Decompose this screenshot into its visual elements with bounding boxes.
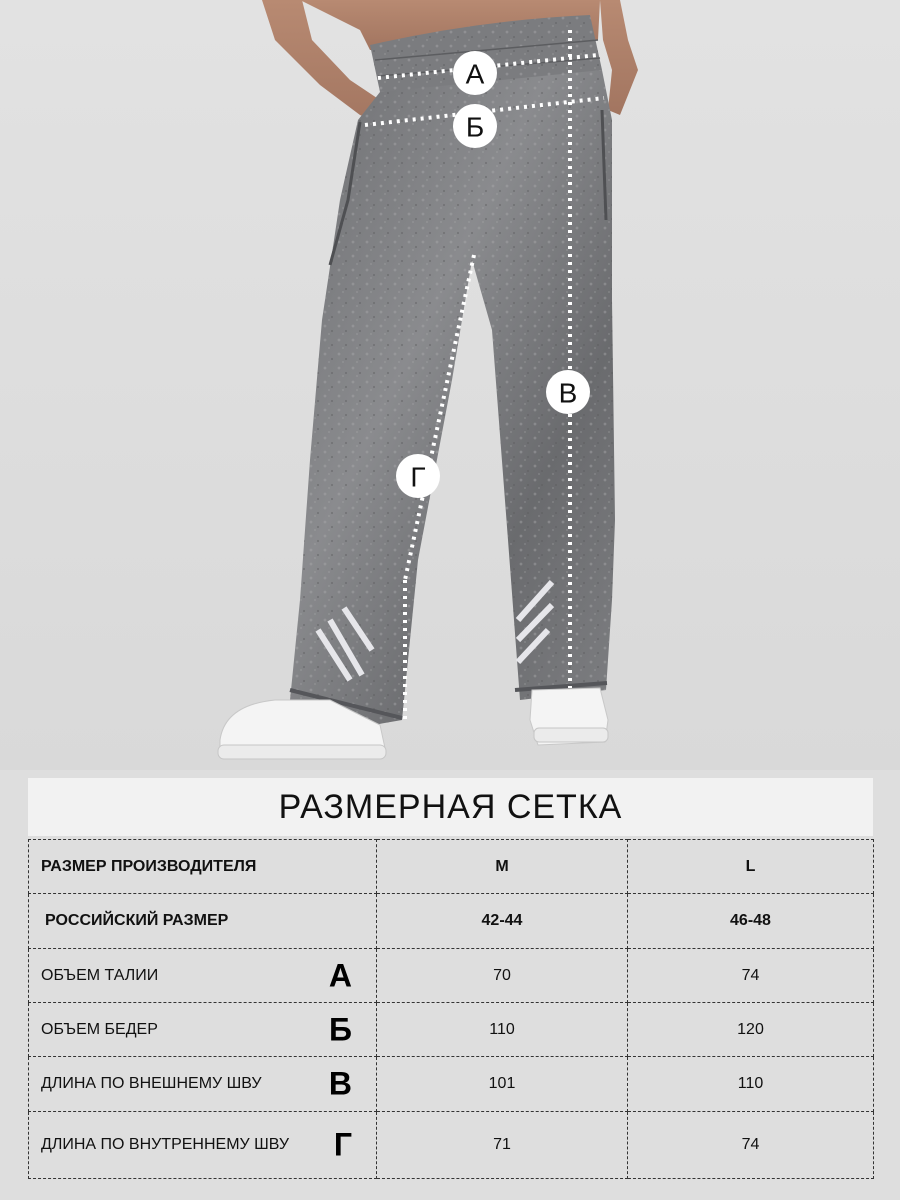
size-l-cell: 74 bbox=[628, 1112, 874, 1179]
row-label: РОССИЙСКИЙ РАЗМЕР bbox=[29, 894, 377, 949]
svg-text:Г: Г bbox=[410, 461, 426, 493]
table-row bbox=[29, 894, 874, 949]
row-label: ДЛИНА ПО ВНЕШНЕМУ ШВУ bbox=[41, 1075, 262, 1092]
row-label: ОБЪЕМ БЕДЕР bbox=[41, 1020, 158, 1038]
size-m-cell: M bbox=[377, 840, 628, 894]
row-label-cell bbox=[29, 1003, 377, 1057]
svg-text:В: В bbox=[558, 377, 578, 409]
size-l-cell: 46-48 bbox=[628, 894, 874, 949]
svg-text:Б: Б bbox=[465, 111, 485, 143]
size-m-cell: 70 bbox=[377, 949, 628, 1003]
size-l-cell: L bbox=[628, 840, 874, 894]
size-l-cell: 74 bbox=[628, 949, 874, 1003]
size-m-cell: 71 bbox=[377, 1112, 628, 1179]
measure-badge-a bbox=[453, 51, 497, 95]
size-l-cell: 110 bbox=[628, 1057, 874, 1112]
measure-letter: А bbox=[328, 957, 352, 993]
measure-letter: В bbox=[328, 1065, 352, 1102]
measure-badge-g bbox=[396, 454, 440, 498]
measure-badge-v bbox=[546, 370, 590, 414]
row-label: РАЗМЕР ПРОИЗВОДИТЕЛЯ bbox=[29, 840, 377, 894]
measure-badge-b bbox=[453, 104, 497, 148]
row-label-cell bbox=[29, 1057, 377, 1112]
table-row bbox=[29, 840, 874, 894]
size-m-cell: 101 bbox=[377, 1057, 628, 1112]
row-label-cell bbox=[29, 949, 377, 1003]
row-label-cell bbox=[29, 1112, 377, 1179]
row-label: ДЛИНА ПО ВНУТРЕННЕМУ ШВУ bbox=[41, 1136, 290, 1153]
measure-letter: Г bbox=[333, 1126, 352, 1163]
size-chart-table bbox=[28, 839, 874, 1179]
measure-letter: Б bbox=[329, 1011, 352, 1047]
size-m-cell: 42-44 bbox=[377, 894, 628, 949]
svg-text:А: А bbox=[465, 58, 485, 90]
size-m-cell: 110 bbox=[377, 1003, 628, 1057]
size-chart-header bbox=[28, 778, 873, 836]
size-chart-title: РАЗМЕРНАЯ СЕТКА bbox=[278, 787, 623, 826]
table-row bbox=[29, 949, 874, 1003]
row-label: ОБЪЕМ ТАЛИИ bbox=[41, 966, 159, 984]
table-row bbox=[29, 1057, 874, 1112]
table-row bbox=[29, 1003, 874, 1057]
size-l-cell: 120 bbox=[628, 1003, 874, 1057]
table-row bbox=[29, 1112, 874, 1179]
